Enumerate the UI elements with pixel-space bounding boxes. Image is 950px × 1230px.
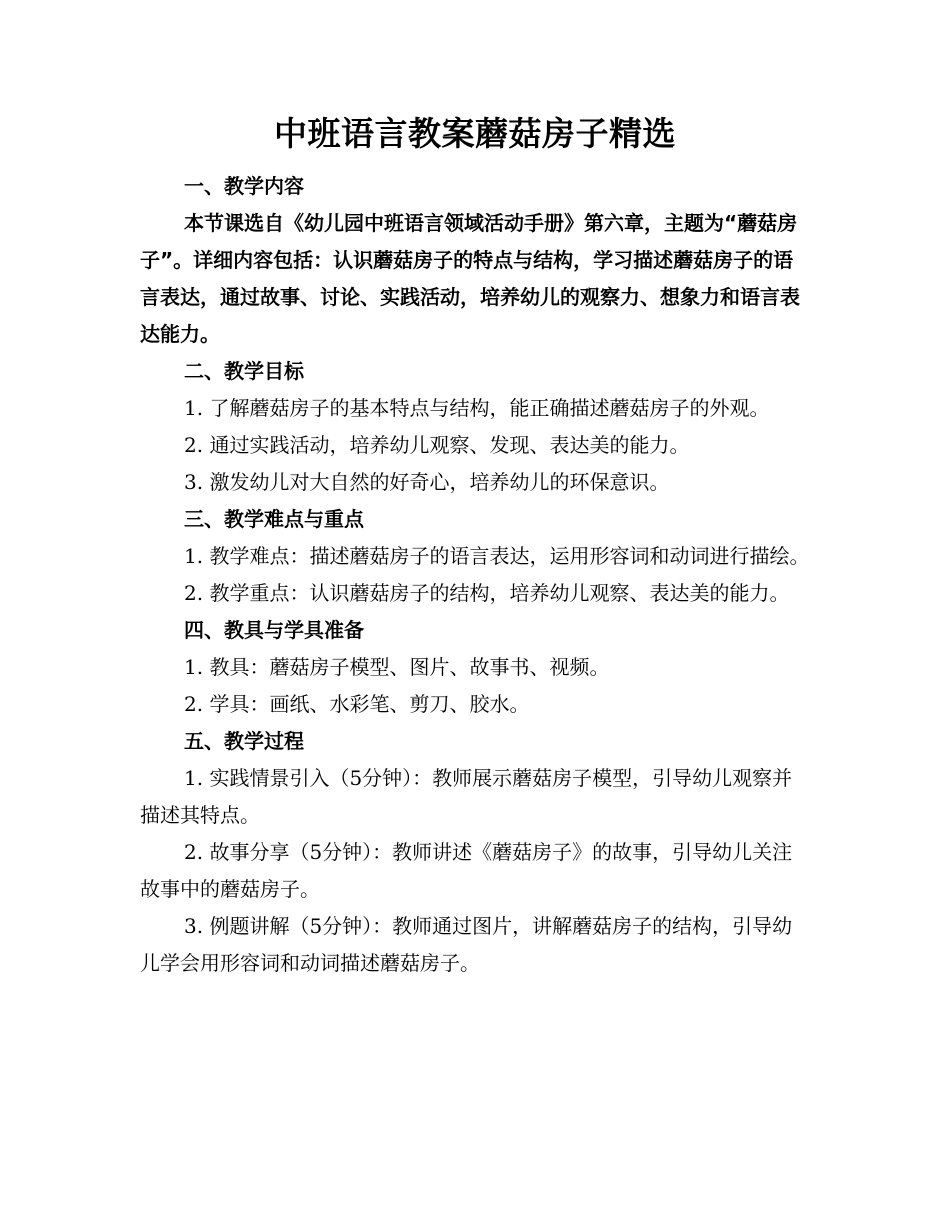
list-item: 1. 了解蘑菇房子的基本特点与结构，能正确描述蘑菇房子的外观。: [184, 396, 770, 420]
list-item: 1. 实践情景引入（5分钟）：教师展示蘑菇房子模型，引导幼儿观察并描述其特点。: [140, 766, 793, 827]
document-body: [140, 168, 810, 982]
document-title: 中班语言教案蘑菇房子精选: [274, 114, 676, 153]
section-heading-content: 一、教学内容: [184, 174, 304, 198]
section-heading-materials: 四、教具与学具准备: [184, 618, 364, 642]
content-paragraph: 本节课选自《幼儿园中班语言领域活动手册》第六章，主题为“蘑菇房子”。详细内容包括：认识蘑菇房子的特点与结构，学习描述蘑菇房子的语言表达，通过故事、讨论、实践活动，培养幼儿的观察力、想象力和语言表达能力。: [140, 211, 800, 346]
list-item: 2. 故事分享（5分钟）：教师讲述《蘑菇房子》的故事，引导幼儿关注故事中的蘑菇房子。: [140, 840, 793, 901]
section-heading-objectives: 二、教学目标: [184, 359, 304, 383]
list-item: 2. 通过实践活动，培养幼儿观察、发现、表达美的能力。: [184, 433, 690, 457]
section-heading-difficulties: 三、教学难点与重点: [184, 507, 364, 531]
section-heading-process: 五、教学过程: [184, 729, 304, 753]
list-item: 2. 学具：画纸、水彩笔、剪刀、胶水。: [184, 692, 530, 716]
list-item: 1. 教学难点：描述蘑菇房子的语言表达，运用形容词和动词进行描绘。: [184, 544, 810, 568]
list-item: 3. 激发幼儿对大自然的好奇心，培养幼儿的环保意识。: [184, 470, 670, 494]
list-item: 1. 教具：蘑菇房子模型、图片、故事书、视频。: [184, 655, 610, 679]
list-item: 2. 教学重点：认识蘑菇房子的结构，培养幼儿观察、表达美的能力。: [184, 581, 790, 605]
list-item: 3. 例题讲解（5分钟）：教师通过图片，讲解蘑菇房子的结构，引导幼儿学会用形容词和动词描述蘑菇房子。: [140, 914, 793, 975]
